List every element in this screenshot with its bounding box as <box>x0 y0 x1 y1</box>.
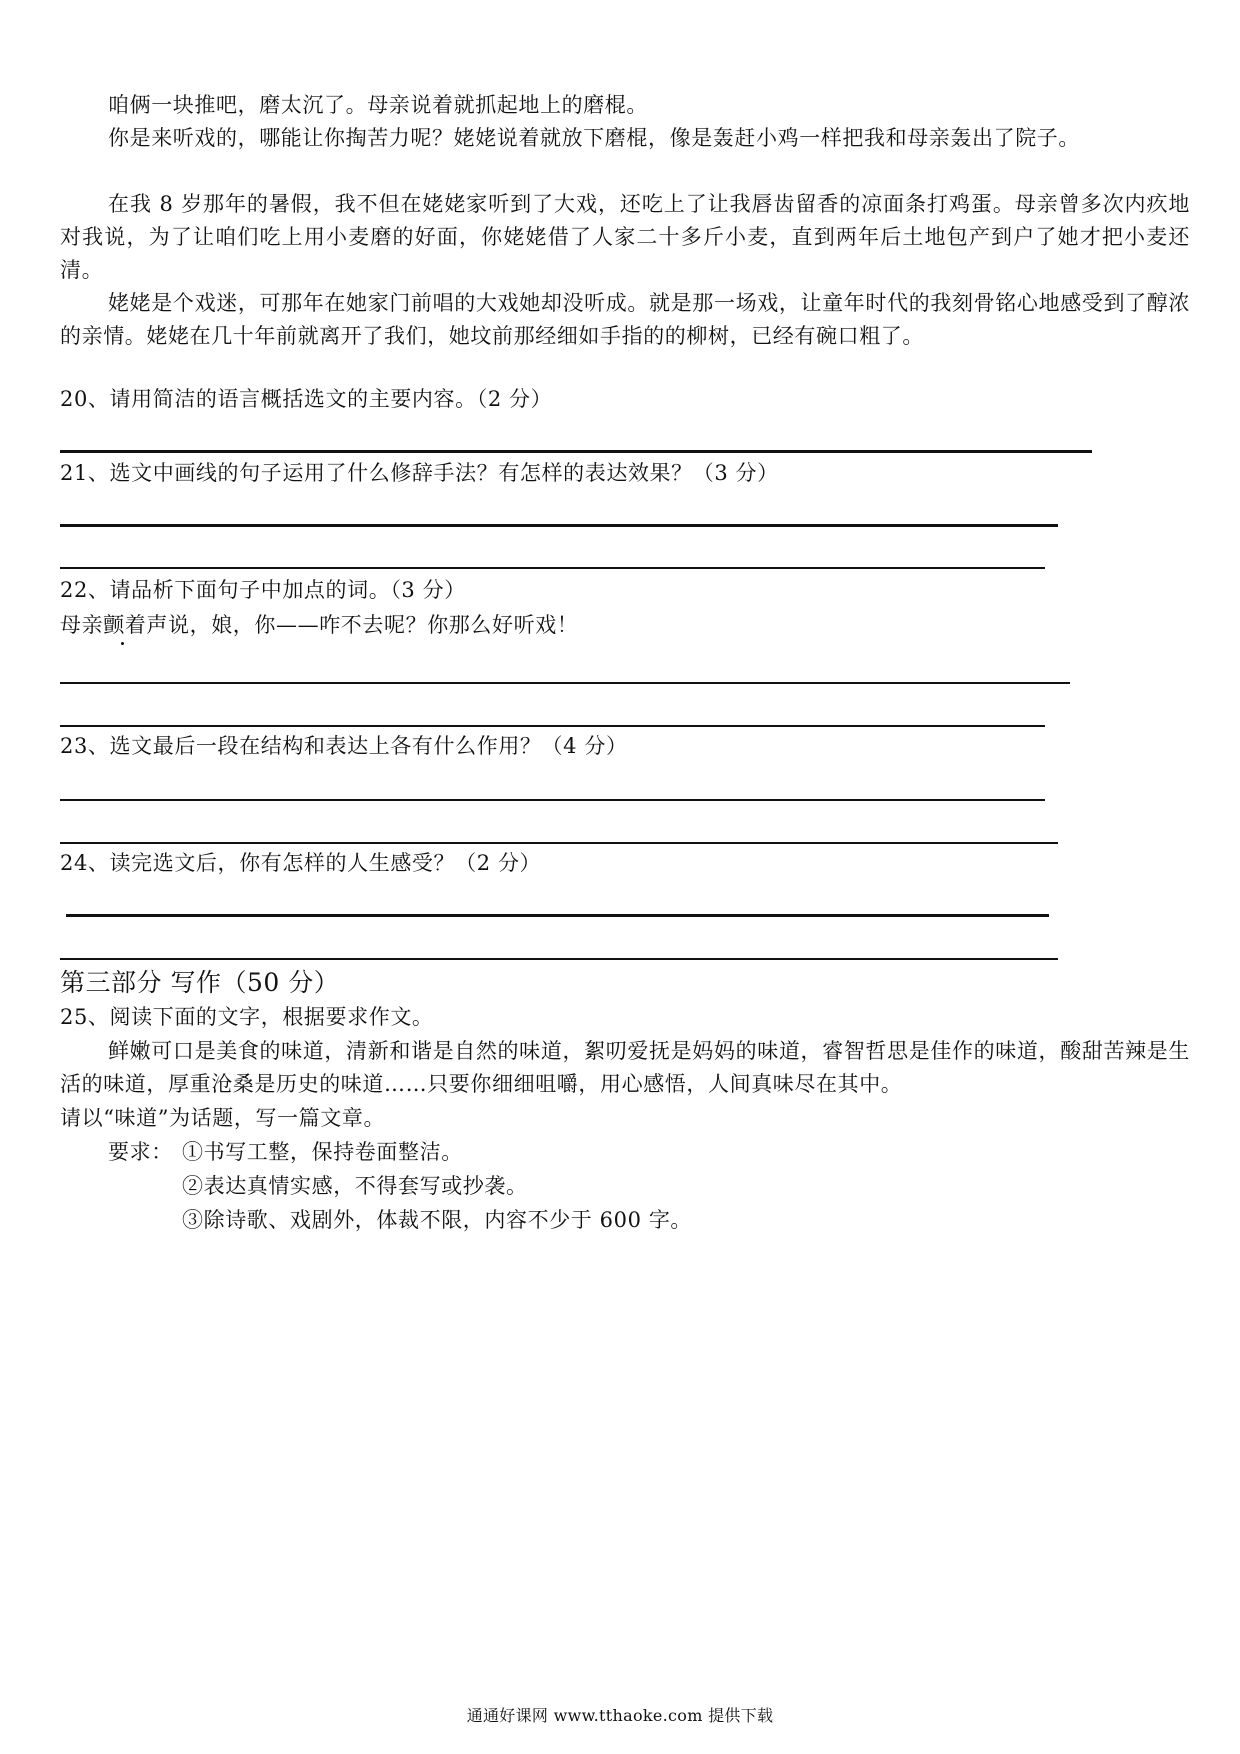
passage-paragraph-2: 你是来听戏的，哪能让你掏苦力呢？姥姥说着就放下磨棍，像是轰赶小鸡一样把我和母亲轰出了院子。 <box>108 126 1080 150</box>
answer-line-24b[interactable] <box>60 958 1058 960</box>
answer-line-20[interactable] <box>60 450 1092 453</box>
question-20: 20、请用简洁的语言概括选文的主要内容。（2 分） <box>60 387 553 411</box>
writing-prompt: 鲜嫩可口是美食的味道，清新和谐是自然的味道，絮叨爱抚是妈妈的味道，睿智哲思是佳作的味道，酸甜苦辣是生活的味道，厚重沧桑是历史的味道……只要你细细咀嚼，用心感悟，人间真味尽在其中。 <box>60 1039 1190 1096</box>
question-21: 21、选文中画线的句子运用了什么修辞手法？有怎样的表达效果？（3 分） <box>60 461 779 485</box>
passage-paragraph-1: 咱俩一块推吧，磨太沉了。母亲说着就抓起地上的磨棍。 <box>108 93 648 117</box>
requirements-label: 要求： <box>108 1140 173 1164</box>
question-24: 24、读完选文后，你有怎样的人生感受？（2 分） <box>60 851 542 875</box>
answer-line-21b[interactable] <box>60 567 1045 569</box>
passage-paragraph-4: 姥姥是个戏迷，可那年在她家门前唱的大戏她却没听成。就是那一场戏，让童年时代的我刻骨铭心地感受到了醇浓的亲情。姥姥在几十年前就离开了我们，她坟前那经细如手指的的柳树，已经有碗口粗了。 <box>60 291 1190 348</box>
answer-line-21a[interactable] <box>60 524 1058 527</box>
answer-line-22a[interactable] <box>60 682 1070 684</box>
section-title-writing: 第三部分 写作（50 分） <box>60 968 340 997</box>
question-22-sentence: 母亲颤着声说，娘，你——咋不去呢？你那么好听戏！ <box>60 613 579 637</box>
requirement-2: ②表达真情实感，不得套写或抄袭。 <box>182 1174 528 1198</box>
answer-line-24a[interactable] <box>66 914 1049 917</box>
emphasis-dot-mark <box>121 642 124 645</box>
question-25: 25、阅读下面的文字，根据要求作文。 <box>60 1005 434 1029</box>
answer-line-22b[interactable] <box>60 725 1045 727</box>
answer-line-23a[interactable] <box>60 799 1045 801</box>
question-22: 22、请品析下面句子中加点的词。（3 分） <box>60 578 466 602</box>
answer-line-23b[interactable] <box>60 842 1058 844</box>
requirement-3: ③除诗歌、戏剧外，体裁不限，内容不少于 600 字。 <box>182 1208 693 1232</box>
question-23: 23、选文最后一段在结构和表达上各有什么作用？（4 分） <box>60 734 628 758</box>
writing-topic: 请以“味道”为话题，写一篇文章。 <box>60 1106 386 1130</box>
page-footer: 通通好课网 www.tthaoke.com 提供下载 <box>466 1706 774 1725</box>
passage-paragraph-3: 在我 8 岁那年的暑假，我不但在姥姥家听到了大戏，还吃上了让我唇齿留香的凉面条打鸡蛋。母亲曾多次内疚地对我说，为了让咱们吃上用小麦磨的好面，你姥姥借了人家二十多斤小麦，直到两年后土地包产到户了她才把小麦还清。 <box>60 192 1190 282</box>
requirement-1: ①书写工整，保持卷面整洁。 <box>182 1140 463 1164</box>
